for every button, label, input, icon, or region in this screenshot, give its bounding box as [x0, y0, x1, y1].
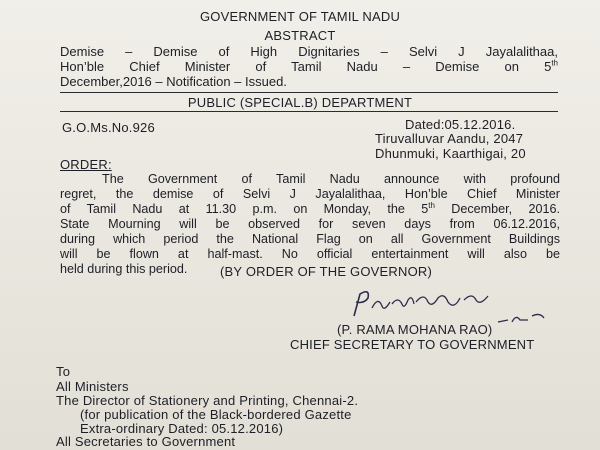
subject-line-2: [60, 59, 558, 74]
subject-line-1: Demise – Demise of High Dignitaries – Selvi J Jayalalithaa,: [60, 44, 558, 59]
recipient-secretaries: All Secretaries to Government: [56, 434, 236, 449]
by-order-line: (BY ORDER OF THE GOVERNOR): [220, 264, 433, 279]
order-line-3-sup: th: [428, 200, 435, 210]
order-heading: ORDER:: [60, 157, 112, 172]
subject-line-2-text: Hon’ble Chief Minister of Tamil Nadu – Demise on 5: [60, 59, 552, 74]
tamil-year: Tiruvalluvar Aandu, 2047: [375, 131, 524, 146]
subject-line-2-sup: th: [551, 58, 558, 68]
government-heading: GOVERNMENT OF TAMIL NADU: [199, 9, 401, 24]
order-line-7: held during this period.: [60, 262, 188, 276]
order-line-3-end: December, 2016.: [434, 202, 560, 216]
handwritten-signature: [348, 286, 548, 326]
abstract-label: ABSTRACT: [264, 28, 336, 43]
department-heading: PUBLIC (SPECIAL.B) DEPARTMENT: [187, 95, 413, 110]
subject-line-3: December,2016 – Notification – Issued.: [60, 74, 287, 89]
gazette-date: Extra-ordinary Dated: 05.12.2016): [80, 421, 284, 436]
order-line-5: during which period the National Flag on all Government Buildings: [60, 232, 560, 246]
order-number: G.O.Ms.No.926: [62, 120, 155, 135]
order-body: [60, 172, 560, 277]
recipient-stationery-director: The Director of Stationery and Printing, Chennai-2.: [56, 393, 359, 408]
order-line-3: [60, 202, 560, 217]
divider-bottom: [60, 111, 558, 112]
order-line-2: regret, the demise of Selvi J Jayalalithaa, Hon’ble Chief Minister: [60, 187, 560, 201]
signatory-name: (P. RAMA MOHANA RAO): [337, 322, 493, 337]
gazette-note: (for publication of the Black-bordered Gazette: [80, 407, 352, 422]
order-line-1: The Government of Tamil Nadu announce with profound: [102, 172, 560, 186]
order-date: Dated:05.12.2016.: [405, 117, 516, 132]
subject-block: [60, 44, 558, 89]
signatory-designation: CHIEF SECRETARY TO GOVERNMENT: [290, 337, 535, 352]
order-line-4: State Mourning will be observed for seven days from 06.12.2016,: [60, 217, 560, 231]
recipient-ministers: All Ministers: [56, 379, 129, 394]
tamil-date: Dhunmuki, Kaarthigai, 20: [375, 146, 526, 161]
order-line-6: will be flown at half-mast. No official entertainment will also be: [60, 247, 560, 261]
divider-top: [60, 92, 558, 93]
to-label: To: [56, 364, 71, 379]
order-line-3-text: of Tamil Nadu at 11.30 p.m. on Monday, the 5: [60, 202, 429, 216]
